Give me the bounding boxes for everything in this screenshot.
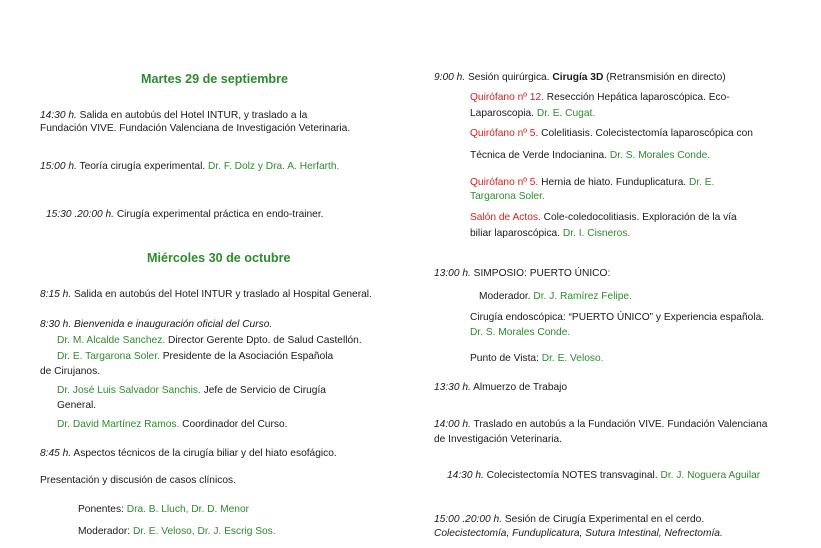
speaker: Dr. J. Noguera Aguilar xyxy=(660,470,761,481)
speaker: Targarona Soler. xyxy=(470,191,545,202)
text: Director Gerente Dpto. de Salud Castellón. xyxy=(165,335,362,346)
text: Presentación y discusión de casos clínicos. xyxy=(40,475,236,486)
text: Colelitiasis. Colecistectomía laparoscópica con xyxy=(538,128,753,139)
agenda-line xyxy=(46,208,324,221)
agenda-line xyxy=(470,91,730,104)
time: 13:30 h. xyxy=(434,382,471,393)
speaker: Dr. E. Veloso. xyxy=(541,353,604,364)
time: 8:45 h. xyxy=(40,448,72,459)
text: Almuerzo de Trabajo xyxy=(470,382,568,393)
text: Laparoscopia. xyxy=(470,108,537,119)
text: Hernia de hiato. Funduplicatura. xyxy=(538,177,689,188)
agenda-line xyxy=(470,326,570,339)
time: 15:00 h. xyxy=(40,161,77,172)
text: Cole-coledocolitiasis. Exploración de la vía xyxy=(540,212,737,223)
speaker: Dr. S. Morales Conde. xyxy=(609,150,711,161)
agenda-line xyxy=(57,418,287,431)
day2-heading: Miércoles 30 de octubre xyxy=(147,251,291,265)
speaker: Dr. I. Cisneros. xyxy=(562,228,631,239)
text: Salida en autobús del Hotel INTUR y traslado al Hospital General. xyxy=(71,289,372,300)
text: Presidente de la Asociación Española xyxy=(159,351,334,362)
text: Cirugía endoscópica: “PUERTO ÚNICO” y Experiencia española. xyxy=(470,312,765,323)
text: de Investigación Veterinaria. xyxy=(434,434,562,445)
speaker: Dr. David Martínez Ramos. xyxy=(57,419,180,430)
agenda-line xyxy=(470,176,714,189)
agenda-line xyxy=(57,350,333,363)
room: Quirófano nº 5. xyxy=(470,177,539,188)
agenda-line xyxy=(434,513,704,526)
agenda-line xyxy=(470,352,603,365)
time: 8:15 h. xyxy=(40,289,72,300)
time: 13:00 h. xyxy=(434,268,471,279)
agenda-line xyxy=(40,365,100,378)
text: Punto de Vista: xyxy=(470,353,542,364)
agenda-line xyxy=(40,447,337,460)
text: Cirugía experimental práctica en endo-trainer. xyxy=(113,209,324,220)
agenda-line xyxy=(40,474,236,487)
text: Traslado en autobús a la Fundación VIVE. Fundación Valenciana xyxy=(470,419,768,430)
agenda-line xyxy=(470,227,630,240)
agenda-line xyxy=(40,288,372,301)
agenda-line xyxy=(434,418,767,431)
agenda-line xyxy=(434,71,726,84)
agenda-line xyxy=(479,290,632,303)
text: biliar laparoscópica. xyxy=(470,228,563,239)
label: Moderador: xyxy=(78,526,133,537)
room: Quirófano nº 5. xyxy=(470,128,539,139)
agenda-line xyxy=(57,399,96,412)
speaker: Dr. José Luis Salvador Sanchis. xyxy=(57,385,201,396)
text: Colecistectomía NOTES transvaginal. xyxy=(483,470,661,481)
speaker: Dr. E. Cugat. xyxy=(536,108,596,119)
agenda-line xyxy=(40,122,350,135)
time: 14:30 h. xyxy=(447,470,484,481)
text: Bienvenida e inauguración oficial del Curso. xyxy=(71,319,273,330)
agenda-line xyxy=(78,503,249,516)
speaker: Dr. J. Ramírez Felipe. xyxy=(533,291,632,302)
time: 8:30 h. xyxy=(40,319,72,330)
agenda-line xyxy=(57,384,326,397)
agenda-line xyxy=(470,190,545,203)
text: General. xyxy=(57,400,97,411)
room: Salón de Actos. xyxy=(470,212,541,223)
speaker: Dra. B. Lluch, Dr. D. Menor xyxy=(126,504,250,515)
time: 15:00 .20:00 h. xyxy=(434,514,502,525)
time: 15:30 .20:00 h. xyxy=(46,209,114,220)
agenda-line xyxy=(447,469,760,482)
text: (Retransmisión en directo) xyxy=(603,72,726,83)
label: Moderador. xyxy=(479,291,534,302)
time: 9:00 h. xyxy=(434,72,466,83)
speaker: Dr. F. Dolz y Dra. A. Herfarth. xyxy=(208,161,340,172)
text: Sesión quirúrgica. xyxy=(465,72,553,83)
speaker: Dr. E. xyxy=(688,177,715,188)
text: Aspectos técnicos de la cirugía biliar y del hiato esofágico. xyxy=(71,448,337,459)
text: Resección Hepática laparoscópica. Eco- xyxy=(543,92,730,103)
room: Quirófano nº 12. xyxy=(470,92,544,103)
agenda-line xyxy=(40,160,339,173)
agenda-line xyxy=(40,318,272,331)
agenda-line xyxy=(470,127,753,140)
agenda-line xyxy=(470,107,595,120)
text: SIMPOSIO: PUERTO ÚNICO: xyxy=(470,268,611,279)
agenda-line xyxy=(434,527,723,540)
agenda-line xyxy=(78,525,276,538)
speaker: Dr. E. Targarona Soler. xyxy=(57,351,160,362)
text: Teoría cirugía experimental. xyxy=(76,161,209,172)
time: 14:00 h. xyxy=(434,419,471,430)
speaker: Dr. S. Morales Conde. xyxy=(470,327,571,338)
agenda-line xyxy=(434,267,610,280)
text: Coordinador del Curso. xyxy=(179,419,288,430)
text: Técnica de Verde Indocianina. xyxy=(470,150,610,161)
speaker: Dr. M. Alcalde Sanchez. xyxy=(57,335,166,346)
text: Salida en autobús del Hotel INTUR, y traslado a la xyxy=(76,110,308,121)
text: Cirugía 3D xyxy=(552,72,604,83)
agenda-line xyxy=(40,109,307,122)
agenda-line xyxy=(434,433,562,446)
time: 14:30 h. xyxy=(40,110,77,121)
text: de Cirujanos. xyxy=(40,366,101,377)
agenda-line xyxy=(57,334,362,347)
label: Ponentes: xyxy=(78,504,127,515)
text: Fundación VIVE. Fundación Valenciana de Investigación Veterinaria. xyxy=(40,123,351,134)
agenda-line xyxy=(470,211,737,224)
agenda-line xyxy=(434,381,567,394)
agenda-line xyxy=(470,149,710,162)
text: Sesión de Cirugía Experimental en el cerdo. xyxy=(501,514,705,525)
agenda-line xyxy=(470,311,764,324)
speaker: Dr. E. Veloso, Dr. J. Escrig Sos. xyxy=(132,526,276,537)
text: Jefe de Servicio de Cirugía xyxy=(200,385,326,396)
day1-heading: Martes 29 de septiembre xyxy=(141,72,288,86)
text: Colecistectomía, Funduplicatura, Sutura Intestinal, Nefrectomía. xyxy=(434,528,723,539)
